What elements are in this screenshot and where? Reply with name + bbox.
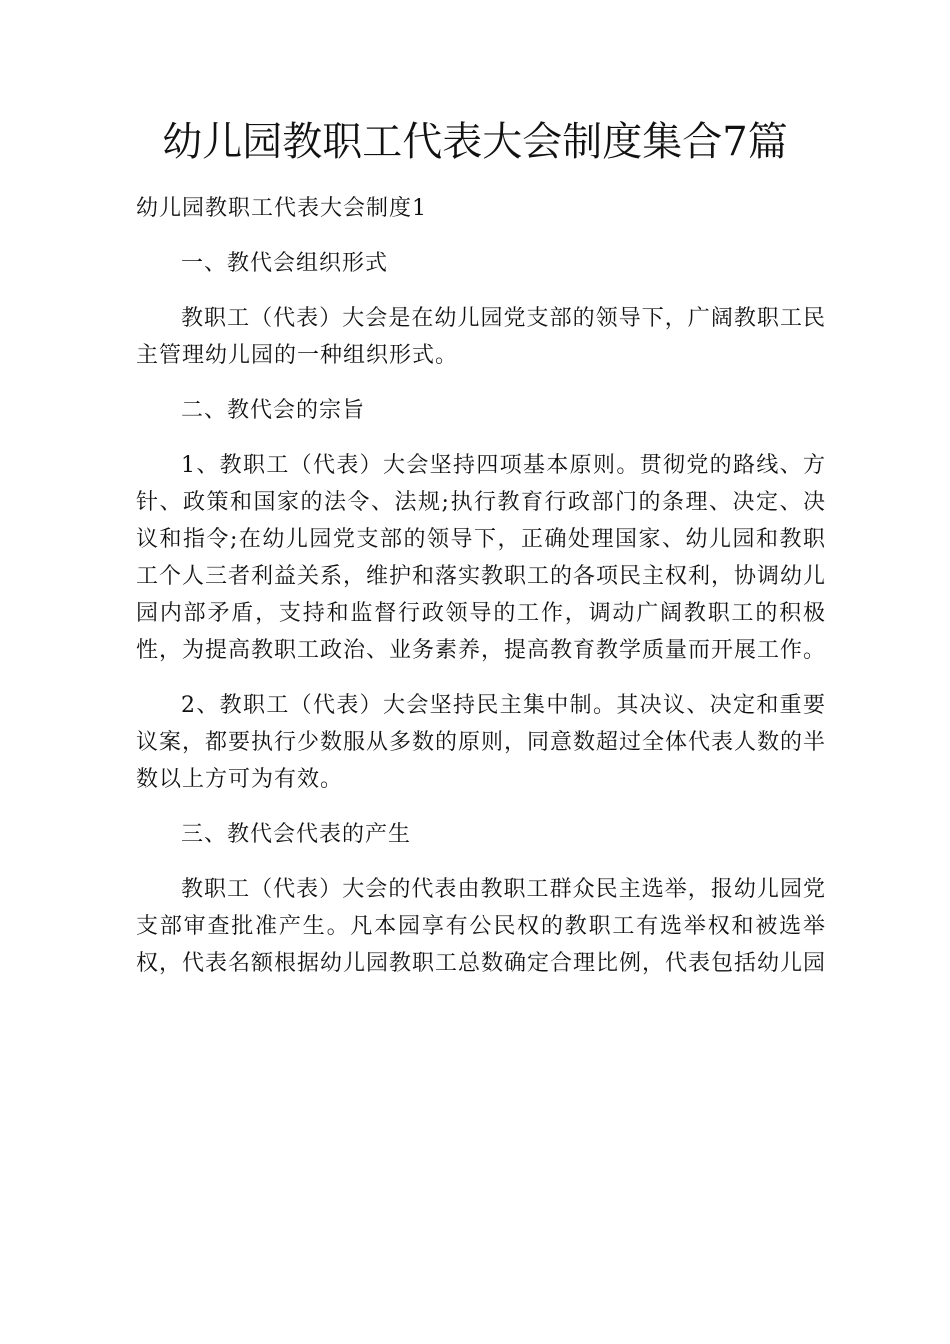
document-body <box>136 190 826 1000</box>
document-title: 幼儿园教职工代表大会制度集合7篇 <box>162 119 788 165</box>
body-paragraph: 教职工（代表）大会的代表由教职工群众民主选举，报幼儿园党支部审查批准产生。凡本园享有公民权的教职工有选举权和被选举权，代表名额根据幼儿园教职工总数确定合理比例，代表包括幼儿园 <box>136 877 827 976</box>
body-paragraph: 教职工（代表）大会是在幼儿园党支部的领导下，广阔教职工民主管理幼儿园的一种组织形式。 <box>136 306 826 368</box>
subsection-heading: 一、教代会组织形式 <box>181 251 389 276</box>
body-paragraph: 2、教职工（代表）大会坚持民主集中制。其决议、决定和重要议案，都要执行少数服从多数的原则，同意数超过全体代表人数的半数以上方可为有效。 <box>136 693 827 792</box>
section-heading: 幼儿园教职工代表大会制度1 <box>136 196 427 221</box>
subsection-heading: 二、教代会的宗旨 <box>181 398 366 423</box>
body-paragraph: 1、教职工（代表）大会坚持四项基本原则。贯彻党的路线、方针、政策和国家的法令、法规;执行教育行政部门的条理、决定、决议和指令;在幼儿园党支部的领导下，正确处理国家、幼儿园和教职工个人三者利益关系，维护和落实教职工的各项民主权利，协调幼儿园内部矛盾，支持和监督行政领导的工作，调动广阔教职工的积极性，为提高教职工政治、业务素养，提高教育教学质量而开展工作。 <box>136 453 827 663</box>
subsection-heading: 三、教代会代表的产生 <box>181 822 412 847</box>
